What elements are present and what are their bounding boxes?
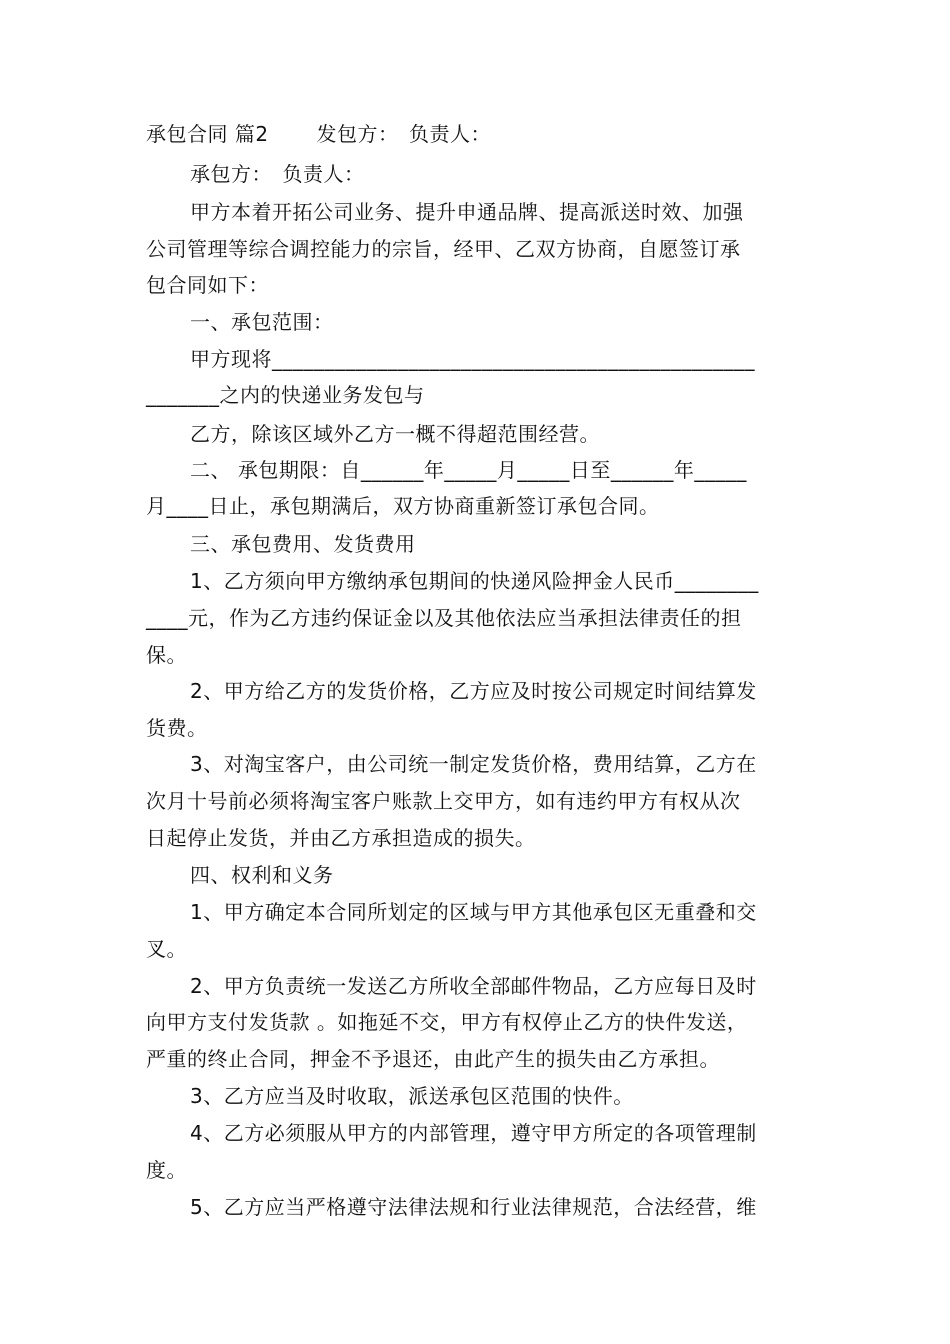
paragraph-line: 保。 — [146, 643, 187, 667]
contract-heading: 承包合同 篇2 发包方： 负责人： — [146, 122, 491, 146]
paragraph-line: ____元，作为乙方违约保证金以及其他依法应当承担法律责任的担 — [146, 606, 742, 630]
paragraph-line: 公司管理等综合调控能力的宗旨，经甲、乙双方协商，自愿签订承 — [146, 237, 741, 261]
paragraph-line: 叉。 — [146, 937, 187, 961]
section-heading: 四、权利和义务 — [190, 863, 334, 887]
section-heading: 三、承包费用、发货费用 — [190, 532, 416, 556]
paragraph-line: 货费。 — [146, 716, 208, 740]
paragraph-line: 甲方现将______________________________________________ — [190, 347, 755, 371]
paragraph-line: 4、乙方必须服从甲方的内部管理，遵守甲方所定的各项管理制 — [190, 1121, 757, 1145]
paragraph-line: 甲方本着开拓公司业务、提升申通品牌、提高派送时效、加强 — [190, 200, 744, 224]
paragraph-line: 日起停止发货，并由乙方承担造成的损失。 — [146, 826, 536, 850]
contractor-line: 承包方： 负责人： — [190, 162, 365, 186]
paragraph-line: 3、乙方应当及时收取，派送承包区范围的快件。 — [190, 1084, 634, 1108]
paragraph-line: 向甲方支付发货款 。如拖延不交，甲方有权停止乙方的快件发送， — [146, 1010, 748, 1034]
paragraph-line: 包合同如下： — [146, 273, 269, 297]
paragraph-line: 1、甲方确定本合同所划定的区域与甲方其他承包区无重叠和交 — [190, 900, 757, 924]
paragraph-line: 度。 — [146, 1158, 187, 1182]
paragraph-line: 2、甲方负责统一发送乙方所收全部邮件物品，乙方应每日及时 — [190, 974, 757, 998]
section-heading: 一、承包范围： — [190, 310, 334, 334]
paragraph-line: _______之内的快递业务发包与 — [146, 383, 425, 407]
paragraph-line: 月____日止，承包期满后，双方协商重新签订承包合同。 — [146, 494, 660, 518]
paragraph-line: 5、乙方应当严格遵守法律法规和行业法律规范，合法经营，维 — [190, 1195, 757, 1219]
paragraph-line: 次月十号前必须将淘宝客户账款上交甲方，如有违约甲方有权从次 — [146, 789, 741, 813]
paragraph-line: 2、甲方给乙方的发货价格，乙方应及时按公司规定时间结算发 — [190, 679, 757, 703]
section-heading: 二、 承包期限：自______年_____月_____日至______年_____ — [190, 458, 747, 482]
paragraph-line: 3、对淘宝客户，由公司统一制定发货价格，费用结算，乙方在 — [190, 752, 757, 776]
paragraph-line: 乙方，除该区域外乙方一概不得超范围经营。 — [190, 422, 600, 446]
paragraph-line: 1、乙方须向甲方缴纳承包期间的快递风险押金人民币________ — [190, 569, 759, 593]
paragraph-line: 严重的终止合同，押金不予退还，由此产生的损失由乙方承担。 — [146, 1047, 720, 1071]
